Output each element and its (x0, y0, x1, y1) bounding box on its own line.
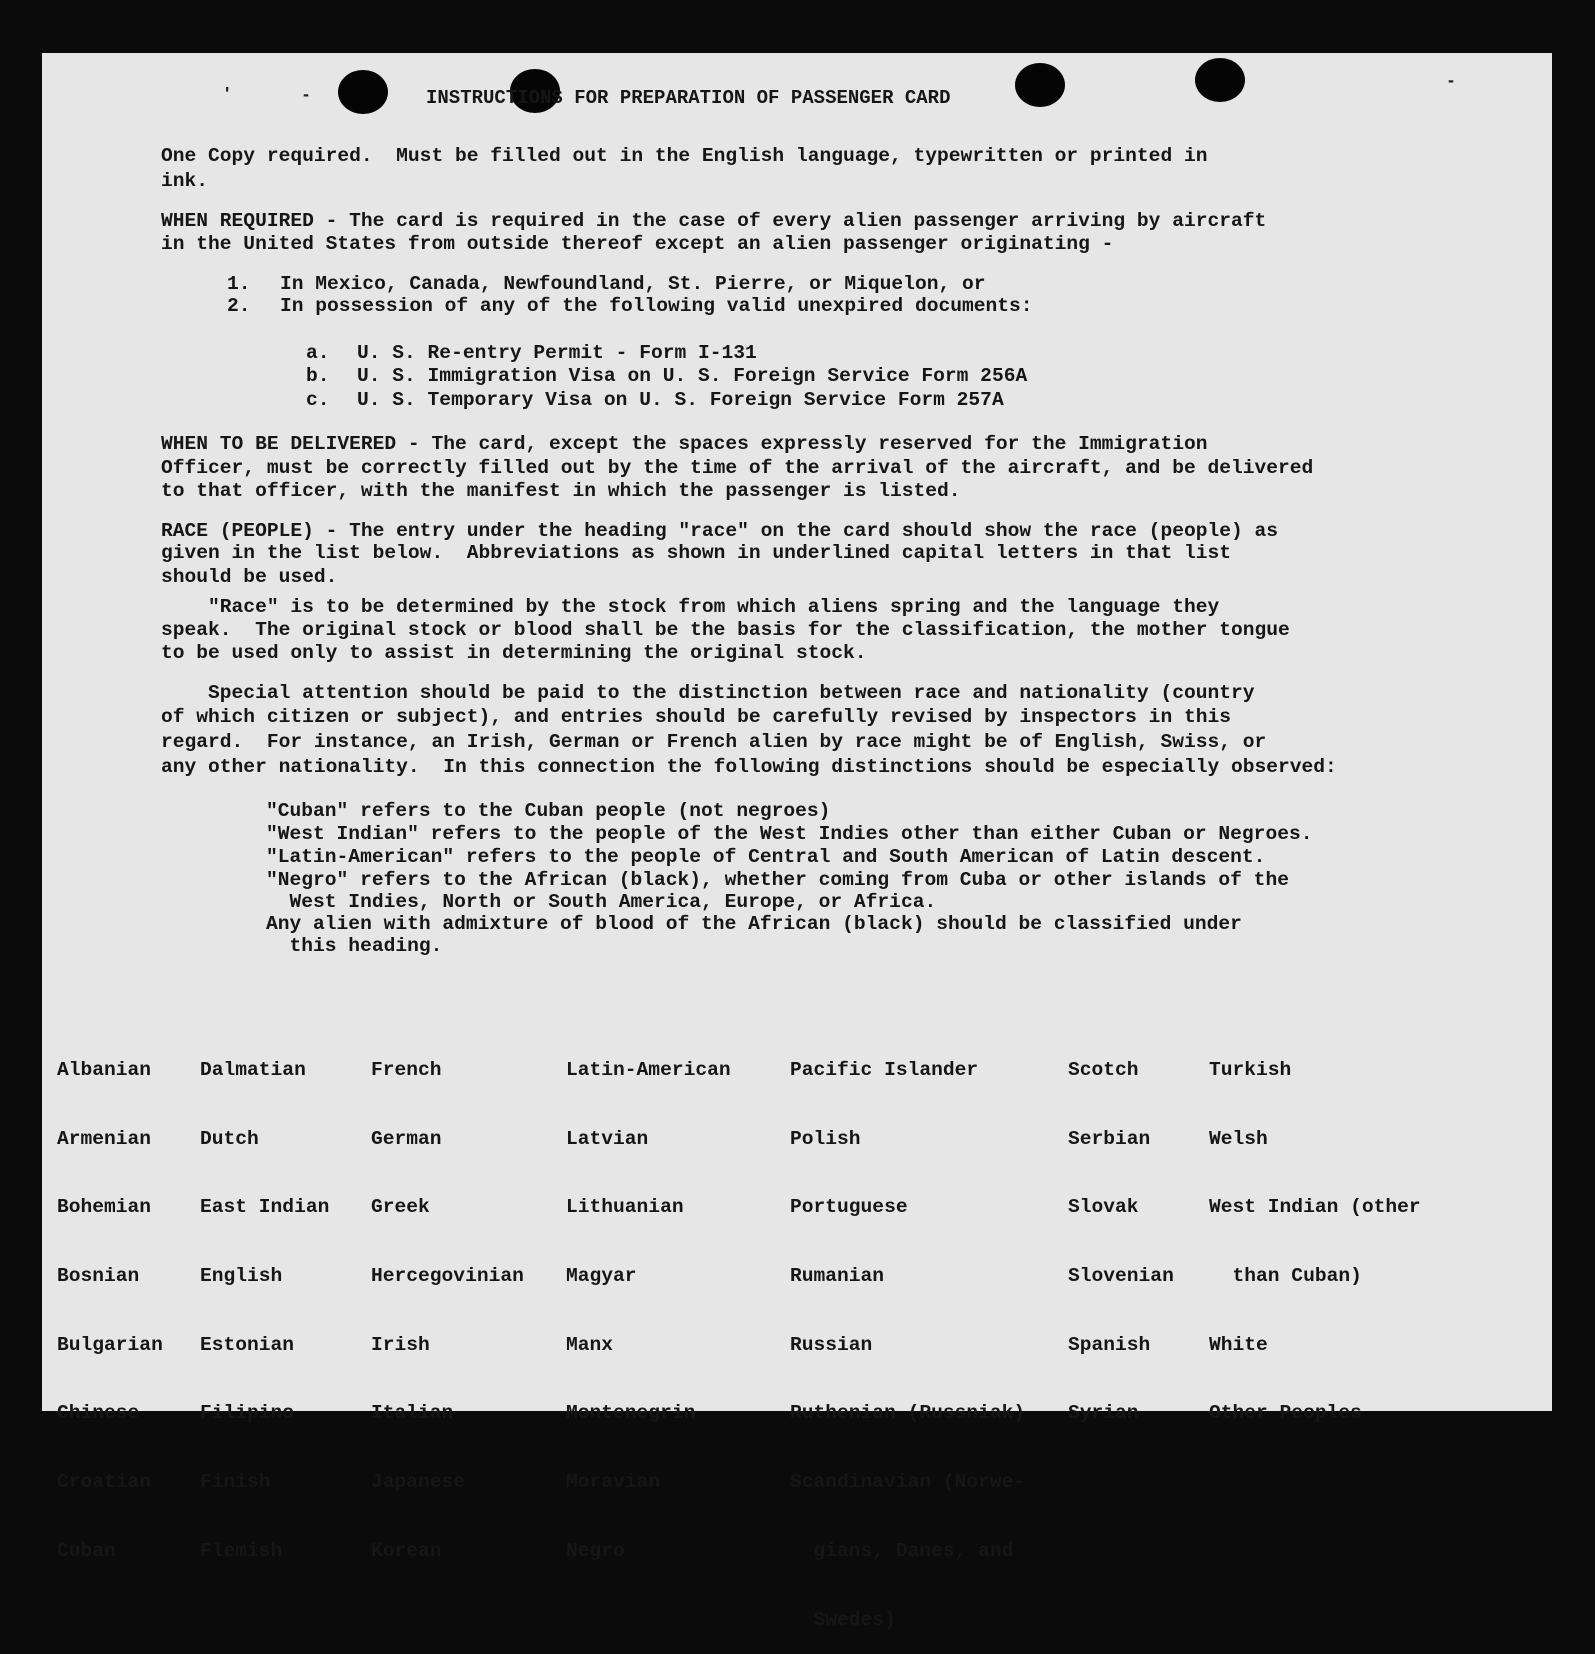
race-item: English (200, 1265, 283, 1288)
distinction-line: West Indies, North or South America, Europe, or Africa. (266, 891, 937, 913)
race-line: RACE (PEOPLE) - The entry under the heading "race" on the card should show the race (people) as (161, 520, 1279, 542)
race-item: Japanese (371, 1471, 466, 1494)
race-item: Moravian (566, 1471, 661, 1494)
race-definition-line: "Race" is to be determined by the stock from which aliens spring and the language they (161, 596, 1220, 618)
distinction-line: "Negro" refers to the African (black), whether coming from Cuba or other islands of the (266, 869, 1289, 891)
race-item: German (371, 1127, 442, 1150)
stray-mark: - (1448, 70, 1454, 90)
stray-mark: ' (225, 84, 230, 104)
race-item: French (371, 1059, 442, 1081)
race-item: West Indian (other (1209, 1196, 1421, 1219)
race-line: should be used. (161, 566, 338, 588)
lettered-letter: c. (306, 389, 330, 411)
race-item: Bulgarian (57, 1333, 163, 1356)
attention-line: of which citizen or subject), and entries should be carefully revised by inspectors in this (161, 706, 1231, 728)
race-item: Scotch (1068, 1059, 1139, 1081)
punch-hole (338, 70, 388, 114)
race-item: Slovenian (1068, 1265, 1174, 1288)
distinction-line: Any alien with admixture of blood of the African (black) should be classified under (266, 913, 1242, 935)
race-item: Flemish (200, 1539, 283, 1562)
race-item: Cuban (57, 1539, 116, 1562)
punch-hole (1015, 63, 1065, 107)
race-item: Latvian (566, 1127, 649, 1150)
race-item: Hercegovinian (371, 1265, 524, 1288)
race-item: Albanian (57, 1059, 152, 1081)
lettered-letter: a. (306, 342, 330, 364)
race-list-column-3 (371, 1013, 524, 1586)
distinction-line: "Latin-American" refers to the people of Central and South American of Latin descent. (266, 846, 1266, 868)
race-item: Ruthenian (Russniak) (790, 1402, 1026, 1425)
distinction-line: this heading. (266, 935, 443, 957)
race-item: Portuguese (790, 1196, 908, 1219)
race-item: Korean (371, 1539, 442, 1562)
race-list-column-6 (1068, 1013, 1174, 1448)
race-item: East Indian (200, 1196, 330, 1219)
race-item: Spanish (1068, 1333, 1151, 1356)
numbered-num: 1. (227, 273, 251, 295)
when-required-line: WHEN REQUIRED - The card is required in the case of every alien passenger arriving by aircraft (161, 210, 1267, 232)
race-line: given in the list below. Abbreviations as shown in underlined capital letters in that list (161, 542, 1231, 564)
race-item: Italian (371, 1402, 454, 1425)
race-item: Scandinavian (Norwe- (790, 1471, 1026, 1494)
race-list-column-5 (790, 1013, 1025, 1654)
race-item: Slovak (1068, 1196, 1139, 1219)
race-item: Finish (200, 1471, 271, 1494)
race-item: Negro (566, 1539, 625, 1562)
stray-mark: - (303, 84, 309, 104)
race-item: Latin-American (566, 1059, 731, 1081)
race-item: Greek (371, 1196, 430, 1219)
race-item: Irish (371, 1333, 430, 1356)
race-item: Manx (566, 1333, 614, 1356)
numbered-text: In possession of any of the following valid unexpired documents: (280, 295, 1033, 317)
copy-line: ink. (161, 170, 209, 192)
race-item: Turkish (1209, 1059, 1292, 1081)
document-title: INSTRUCTIONS FOR PREPARATION OF PASSENGER CARD (426, 87, 951, 109)
attention-line: any other nationality. In this connection the following distinctions should be especially observed: (161, 756, 1337, 778)
race-definition-line: speak. The original stock or blood shall be the basis for the classification, the mother tongue (161, 619, 1290, 641)
race-item: Russian (790, 1333, 873, 1356)
race-item: Other Peoples (1209, 1402, 1362, 1425)
copy-line: One Copy required. Must be filled out in the English language, typewritten or printed in (161, 145, 1208, 167)
lettered-text: U. S. Immigration Visa on U. S. Foreign Service Form 256A (357, 365, 1028, 387)
numbered-num: 2. (227, 295, 251, 317)
race-item: Rumanian (790, 1265, 885, 1288)
race-item: Welsh (1209, 1127, 1268, 1150)
race-item: Syrian (1068, 1402, 1139, 1425)
race-item: Croatian (57, 1471, 152, 1494)
race-item: Lithuanian (566, 1196, 684, 1219)
race-definition-line: to be used only to assist in determining the original stock. (161, 642, 867, 664)
punch-hole (1195, 58, 1245, 102)
race-item: Bosnian (57, 1265, 140, 1288)
when-delivered-line: Officer, must be correctly filled out by the time of the arrival of the aircraft, and be delivered (161, 457, 1314, 479)
race-item: Magyar (566, 1265, 637, 1288)
race-item: Chinese (57, 1402, 140, 1425)
when-delivered-line: WHEN TO BE DELIVERED - The card, except the spaces expressly reserved for the Immigration (161, 433, 1208, 455)
race-item: Pacific Islander (790, 1059, 979, 1081)
attention-line: Special attention should be paid to the distinction between race and nationality (country (161, 682, 1255, 704)
race-list-column-7 (1209, 1013, 1421, 1448)
race-item: Bohemian (57, 1196, 152, 1219)
race-list-column-4 (566, 1013, 731, 1586)
race-item: than Cuban) (1209, 1265, 1362, 1288)
race-item: White (1209, 1333, 1268, 1356)
lettered-text: U. S. Re-entry Permit - Form I-131 (357, 342, 757, 364)
race-item: Armenian (57, 1127, 152, 1150)
race-item: Dalmatian (200, 1059, 306, 1081)
distinction-line: "Cuban" refers to the Cuban people (not negroes) (266, 800, 831, 822)
race-list-column-1 (57, 1013, 163, 1586)
when-required-line: in the United States from outside thereof except an alien passenger originating - (161, 233, 1114, 255)
race-item: Dutch (200, 1127, 259, 1150)
attention-line: regard. For instance, an Irish, German or French alien by race might be of English, Swiss, or (161, 731, 1267, 753)
distinction-line: "West Indian" refers to the people of the West Indies other than either Cuban or Negroes. (266, 823, 1313, 845)
race-item: Serbian (1068, 1127, 1151, 1150)
race-item: Swedes) (790, 1608, 896, 1631)
race-item: Montenegrin (566, 1402, 696, 1425)
lettered-text: U. S. Temporary Visa on U. S. Foreign Service Form 257A (357, 389, 1004, 411)
numbered-text: In Mexico, Canada, Newfoundland, St. Pierre, or Miquelon, or (280, 273, 986, 295)
when-delivered-line: to that officer, with the manifest in which the passenger is listed. (161, 480, 961, 502)
lettered-letter: b. (306, 365, 330, 387)
race-item: gians, Danes, and (790, 1539, 1014, 1562)
race-list-column-2 (200, 1013, 329, 1586)
race-item: Estonian (200, 1333, 295, 1356)
race-item: Filipino (200, 1402, 295, 1425)
race-item: Polish (790, 1127, 861, 1150)
